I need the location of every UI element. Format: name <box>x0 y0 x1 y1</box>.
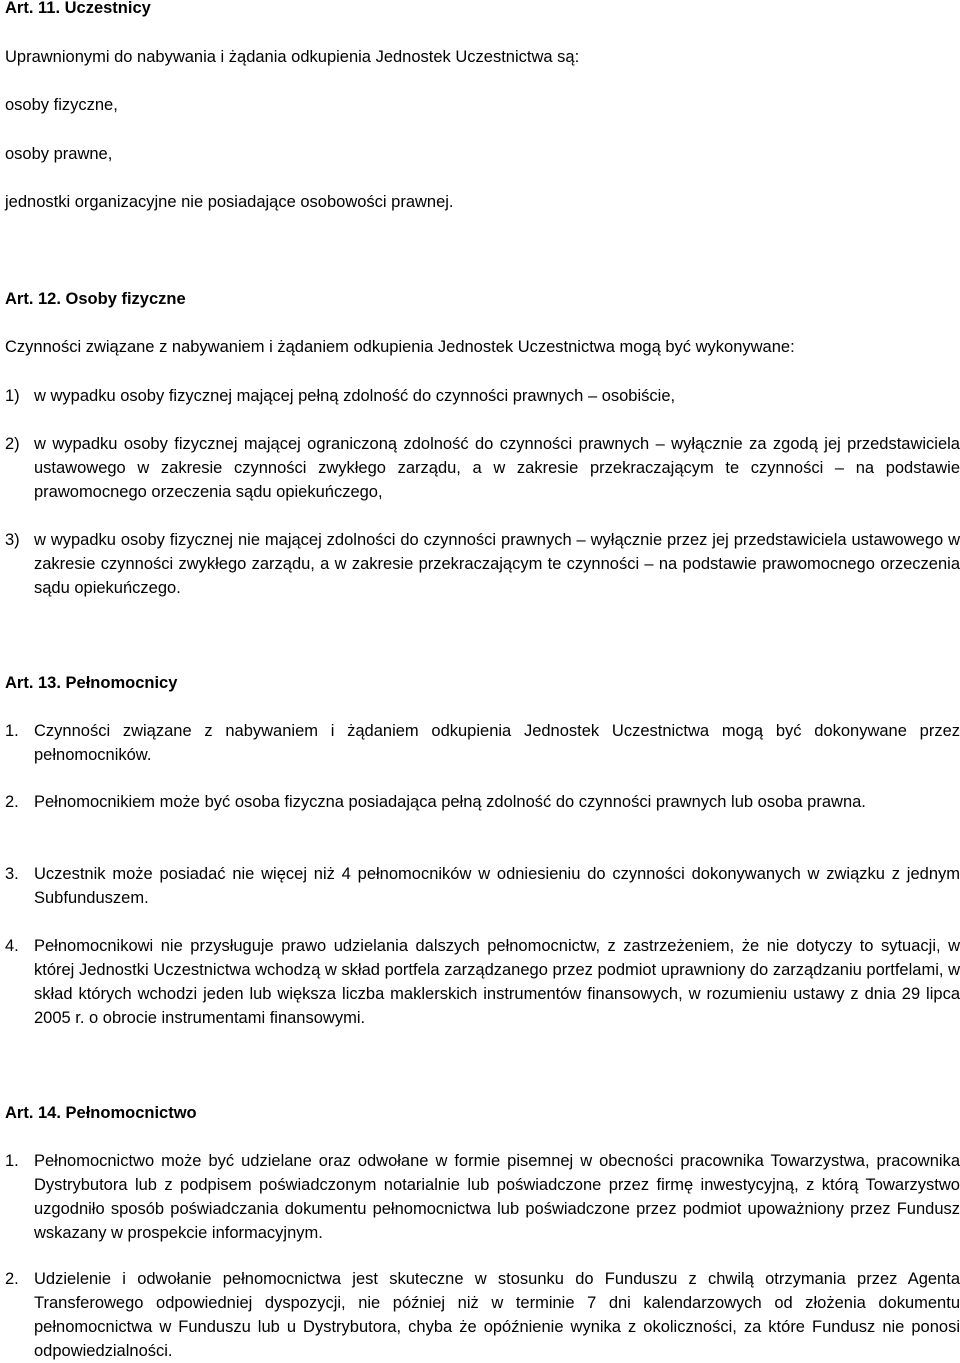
item-number: 4. <box>5 937 19 955</box>
art12-item <box>5 528 960 600</box>
item-text: Pełnomocnikowi nie przysługuje prawo udzielania dalszych pełnomocnictw, z zastrzeżeniem, że nie dotyczy to sytuacji, w której Jednostki Uczestnictwa wchodzą w skład portfela zarządzanego przez podmiot uprawniony do zarządzaniu portfelami, w skład których wchodzi jeden lub większa liczba maklerskich instrumentów finansowych, w rozumieniu ustawy z dnia 29 lipca 2005 r. o obrocie instrumentami finansowymi. <box>34 937 960 1027</box>
art11-item: osoby fizyczne, <box>5 96 118 114</box>
item-number: 2. <box>5 1270 19 1288</box>
art11-item: osoby prawne, <box>5 145 113 163</box>
item-text: w wypadku osoby fizycznej nie mającej zdolności do czynności prawnych – wyłącznie przez jej przedstawiciela ustawowego w zakresie czynności zwykłego zarządu, a w zakresie przekraczającym te czynności – na podstawie prawomocnego orzeczenia sądu opiekuńczego. <box>34 531 960 597</box>
item-text: Pełnomocnikiem może być osoba fizyczna posiadająca pełną zdolność do czynności prawnych lub osoba prawna. <box>34 793 866 811</box>
art11-heading: Art. 11. Uczestnicy <box>5 0 151 17</box>
art14-item <box>5 1267 960 1363</box>
item-text: Uczestnik może posiadać nie więcej niż 4 pełnomocników w odniesieniu do czynności dokonywanych w związku z jednym Subfunduszem. <box>34 865 960 907</box>
item-number: 2. <box>5 793 19 811</box>
item-number: 3. <box>5 865 19 883</box>
art13-heading: Art. 13. Pełnomocnicy <box>5 674 178 692</box>
item-text: Czynności związane z nabywaniem i żądaniem odkupienia Jednostek Uczestnictwa mogą być dokonywane przez pełnomocników. <box>34 722 960 764</box>
art13-item <box>5 934 960 1030</box>
art13-item <box>5 862 960 910</box>
art12-item <box>5 432 960 504</box>
art13-item <box>5 719 960 767</box>
art13-item <box>5 790 960 814</box>
item-number: 3) <box>5 531 20 549</box>
art14-heading: Art. 14. Pełnomocnictwo <box>5 1104 197 1122</box>
art12-intro: Czynności związane z nabywaniem i żądaniem odkupienia Jednostek Uczestnictwa mogą być wykonywane: <box>5 338 795 356</box>
art12-item <box>5 384 960 408</box>
art12-heading-text: Art. 12. Osoby fizyczne <box>5 290 186 308</box>
item-text: w wypadku osoby fizycznej mającej ograniczoną zdolność do czynności prawnych – wyłącznie za zgodą jej przedstawiciela ustawowego w zakresie czynności zwykłego zarządu, a w zakresie przekraczającym te czynności – na podstawie prawomocnego orzeczenia sądu opiekuńczego, <box>34 435 960 501</box>
art14-item <box>5 1149 960 1245</box>
art11-item: jednostki organizacyjne nie posiadające osobowości prawnej. <box>5 193 454 211</box>
art12-heading <box>5 287 186 311</box>
item-number: 1) <box>5 387 20 405</box>
art11-intro: Uprawnionymi do nabywania i żądania odkupienia Jednostek Uczestnictwa są: <box>5 48 580 66</box>
item-number: 1. <box>5 722 19 740</box>
item-text: w wypadku osoby fizycznej mającej pełną zdolność do czynności prawnych – osobiście, <box>34 387 676 405</box>
item-number: 2) <box>5 435 20 453</box>
item-text: Udzielenie i odwołanie pełnomocnictwa jest skuteczne w stosunku do Funduszu z chwilą otrzymania przez Agenta Transferowego odpowiedniej dyspozycji, nie później niż w terminie 7 dni kalendarzowych od złożenia dokumentu pełnomocnictwa w Funduszu lub u Dystrybutora, chyba że opóźnienie wynika z okoliczności, za które Fundusz nie ponosi odpowiedzialności. <box>34 1270 960 1360</box>
item-number: 1. <box>5 1152 19 1170</box>
item-text: Pełnomocnictwo może być udzielane oraz odwołane w formie pisemnej w obecności pracownika Towarzystwa, pracownika Dystrybutora lub z podpisem poświadczonym notarialnie lub poświadczone przez firmę inwestycyjną, z którą Towarzystwo uzgodniło sposób poświadczania dokumentu pełnomocnictwa lub poświadczone przez podmiot upoważniony przez Fundusz wskazany w prospekcie informacyjnym. <box>34 1152 960 1242</box>
